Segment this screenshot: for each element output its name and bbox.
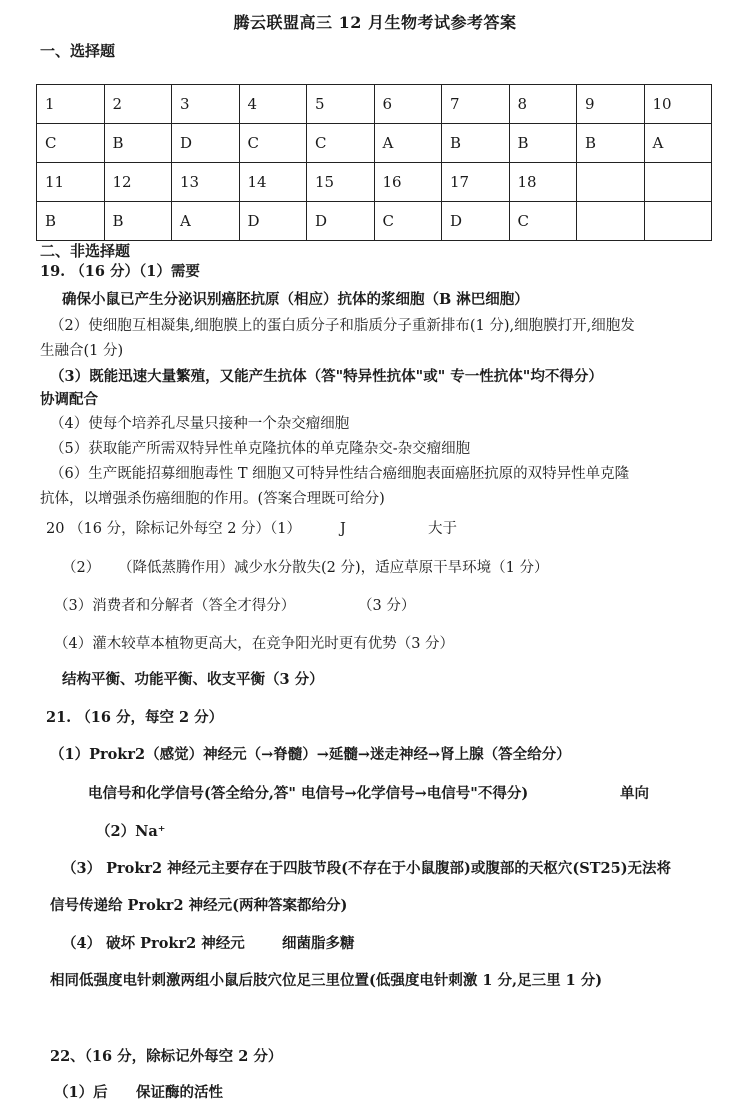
answer-table-cell: 6 bbox=[374, 85, 442, 124]
q20-line-4: （4）灌木较草本植物更高大，在竞争阳光时更有优势（3 分） bbox=[54, 636, 455, 652]
q21-line-1: （1）Prokr2（感觉）神经元（→脊髓）→延髓→迷走神经→肾上腺（答全给分） bbox=[50, 746, 571, 763]
answer-table-row bbox=[37, 124, 712, 163]
answer-table-cell: B bbox=[577, 124, 645, 163]
answer-table-cell: 12 bbox=[104, 163, 172, 202]
answer-table-cell: 7 bbox=[442, 85, 510, 124]
answer-table-cell: 15 bbox=[307, 163, 375, 202]
answer-table-cell: A bbox=[644, 124, 712, 163]
q20-answer-1: J bbox=[340, 521, 346, 537]
answer-table-cell: A bbox=[172, 202, 240, 241]
q21-line-3: （2）Na⁺ bbox=[96, 823, 166, 840]
q20-line-5: 结构平衡、功能平衡、收支平衡（3 分） bbox=[62, 671, 324, 688]
section-nonchoice-heading: 二、非选择题 bbox=[40, 242, 131, 260]
answer-table-cell: D bbox=[239, 202, 307, 241]
section-choice-heading: 一、选择题 bbox=[40, 42, 116, 60]
q20-line-3-score: （3 分） bbox=[358, 598, 416, 614]
answer-table-cell bbox=[644, 202, 712, 241]
answer-table-row bbox=[37, 85, 712, 124]
answer-table-cell: 9 bbox=[577, 85, 645, 124]
page-title: 腾云联盟高三 12 月生物考试参考答案 bbox=[233, 13, 517, 32]
answer-table-cell: 14 bbox=[239, 163, 307, 202]
q22-line-1-answer: 保证酶的活性 bbox=[136, 1084, 223, 1101]
q19-line-10: 抗体，以增强杀伤癌细胞的作用。(答案合理既可给分) bbox=[40, 491, 385, 507]
answer-table-cell: 13 bbox=[172, 163, 240, 202]
answer-table-cell: 1 bbox=[37, 85, 105, 124]
answer-table-cell: 10 bbox=[644, 85, 712, 124]
answer-table-cell: D bbox=[172, 124, 240, 163]
q22-heading: 22、（16 分，除标记外每空 2 分） bbox=[50, 1048, 283, 1065]
answer-table-cell: D bbox=[307, 202, 375, 241]
q21-line-6-answer: 细菌脂多糖 bbox=[282, 935, 355, 952]
answer-table-cell: 16 bbox=[374, 163, 442, 202]
answer-table-cell: D bbox=[442, 202, 510, 241]
choice-answer-table bbox=[36, 84, 712, 241]
q19-line-5: （3）既能迅速大量繁殖，又能产生抗体（答"特异性抗体"或" 专一性抗体"均不得分） bbox=[50, 368, 603, 385]
q20-answer-2: 大于 bbox=[428, 521, 457, 537]
answer-table-cell: 4 bbox=[239, 85, 307, 124]
q20-line-2-label: （2） bbox=[62, 560, 101, 576]
answer-table-cell: C bbox=[37, 124, 105, 163]
q20-line-2-text: （降低蒸腾作用）减少水分散失(2 分)，适应草原干旱环境（1 分） bbox=[118, 560, 549, 576]
answer-table-cell: 11 bbox=[37, 163, 105, 202]
q21-line-6-text: （4） 破坏 Prokr2 神经元 bbox=[62, 935, 245, 952]
q19-line-8: （5）获取能产所需双特异性单克隆抗体的单克隆杂交-杂交瘤细胞 bbox=[50, 441, 471, 457]
answer-table-cell: B bbox=[509, 124, 577, 163]
q19-line-2: 确保小鼠已产生分泌识别癌胚抗原（相应）抗体的浆细胞（B 淋巴细胞） bbox=[62, 291, 529, 308]
q22-line-1-text: （1）后 bbox=[54, 1084, 108, 1101]
answer-table-cell: C bbox=[239, 124, 307, 163]
q19-line-7: （4）使每个培养孔尽量只接种一个杂交瘤细胞 bbox=[50, 416, 350, 432]
answer-table-row bbox=[37, 163, 712, 202]
q21-line-5: 信号传递给 Prokr2 神经元(两种答案都给分) bbox=[50, 897, 348, 914]
q19-line-9: （6）生产既能招募细胞毒性 T 细胞又可特异性结合癌细胞表面癌胚抗原的双特异性单克隆 bbox=[50, 466, 630, 482]
q20-line-3-text: （3）消费者和分解者（答全才得分） bbox=[54, 598, 296, 614]
answer-table-cell: 18 bbox=[509, 163, 577, 202]
answer-table-cell: A bbox=[374, 124, 442, 163]
q21-line-4: （3） Prokr2 神经元主要存在于四肢节段(不存在于小鼠腹部)或腹部的天枢穴(ST25)无法将 bbox=[62, 860, 672, 877]
answer-table-cell: B bbox=[104, 124, 172, 163]
q19-line-1: 19. （16 分）（1）需要 bbox=[40, 263, 200, 280]
answer-table-row bbox=[37, 202, 712, 241]
q19-line-6: 协调配合 bbox=[40, 391, 98, 408]
answer-table-cell: 3 bbox=[172, 85, 240, 124]
answer-table-cell: C bbox=[374, 202, 442, 241]
answer-table-cell: C bbox=[307, 124, 375, 163]
answer-table-cell: 17 bbox=[442, 163, 510, 202]
q19-line-3: （2）使细胞互相凝集,细胞膜上的蛋白质分子和脂质分子重新排布(1 分),细胞膜打开,细胞发 bbox=[50, 318, 635, 334]
answer-table-cell: 8 bbox=[509, 85, 577, 124]
q21-line-2-answer: 单向 bbox=[620, 785, 649, 802]
answer-table-cell bbox=[644, 163, 712, 202]
answer-table-cell bbox=[577, 202, 645, 241]
q21-line-2-text: 电信号和化学信号(答全给分,答" 电信号→化学信号→电信号"不得分) bbox=[88, 785, 529, 802]
q19-line-4: 生融合(1 分) bbox=[40, 343, 124, 359]
answer-table-cell: 5 bbox=[307, 85, 375, 124]
q20-heading: 20 （16 分，除标记外每空 2 分）（1） bbox=[46, 521, 302, 537]
answer-table-cell: B bbox=[37, 202, 105, 241]
q21-heading: 21. （16 分，每空 2 分） bbox=[46, 709, 224, 726]
answer-table-cell: 2 bbox=[104, 85, 172, 124]
answer-table-cell: B bbox=[104, 202, 172, 241]
q21-line-7: 相同低强度电针刺激两组小鼠后肢穴位足三里位置(低强度电针刺激 1 分,足三里 1 分) bbox=[50, 972, 603, 989]
answer-table-cell bbox=[577, 163, 645, 202]
answer-table-cell: B bbox=[442, 124, 510, 163]
answer-table-cell: C bbox=[509, 202, 577, 241]
